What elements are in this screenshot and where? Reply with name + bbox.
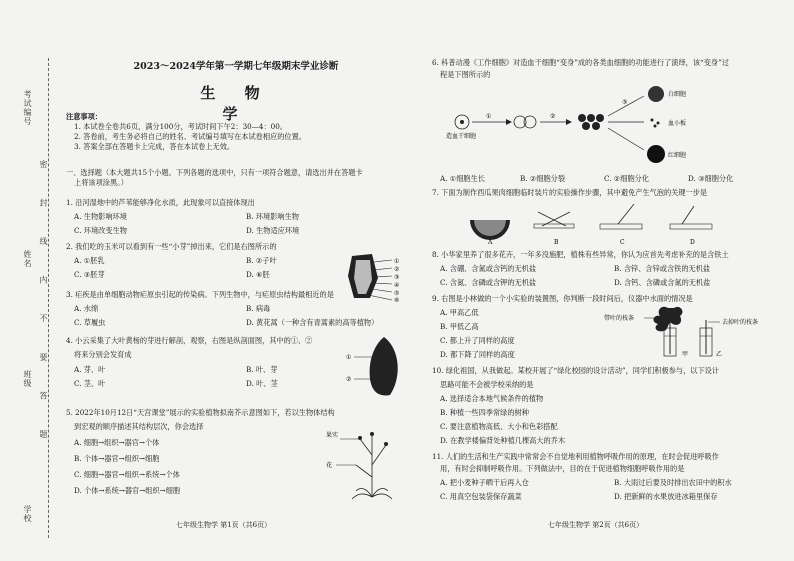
q1-option-c: C. 环境改变生物 [74,226,127,235]
fig-label: C [620,239,625,246]
footer-left: 七年级生物学 第1页（共6页） [176,521,272,529]
q9-option-a: A. 甲高乙低 [440,308,479,317]
q11-option-b: B. 大雨过后要及时排出农田中的积水 [614,478,732,487]
corn-seed-figure [344,250,410,302]
fig-label: 乙 [716,351,723,358]
class-label: 班级 [23,370,32,388]
q9-option-b: B. 甲低乙高 [440,322,479,331]
question-6-cont: 程是下图所示的 [440,70,491,79]
fig-label: 白细胞 [668,91,687,98]
q10-option-d: D. 在教学楼偏背处种植几棵高大的乔木 [440,436,566,445]
fig-label: ② [394,266,400,273]
q8-option-b: B. 含锌、含锌或含铁的无机盐 [614,264,711,273]
fig-label: ⑤ [394,290,400,297]
seal-notice: 密 封 线 内 不 要 答 题 [39,160,48,452]
bud-section-figure [346,335,410,399]
q2-option-c: C. ③胚芽 [74,270,105,279]
fig-label: ① [346,354,352,361]
question-5-cont: 到宏观的顺序描述其结构层次，你会选择 [74,422,204,431]
fig-label: 带叶的枝条 [604,315,635,322]
q4-option-b: B. 叶、芽 [246,365,278,374]
arabidopsis-figure [326,425,406,500]
page-right [428,0,784,561]
fig-label: 果实 [326,432,339,439]
question-4: 4. 小云采集了大叶黄杨的芽进行解剖，观察，右图是纵剖面图，其中的①、② [66,336,313,345]
q9-option-d: D. 都下降了同样的高度 [440,350,515,359]
fig-label: ① [486,113,492,120]
exam-title: 2023～2024学年第一学期七年级期末学业诊断 [133,61,339,72]
question-10-cont: 思路可能不会被学校采纳的是 [440,380,534,389]
fig-label: ② [550,113,556,120]
exam-no-label: 考试编号 [23,90,32,126]
q6-option-d: D. ③细胞分化 [688,174,734,183]
question-1: 1. 沿河湿地中的芦苇能够净化水质，此现象可以直接体现出 [66,198,255,207]
fig-label: ⑥ [394,297,400,302]
question-11: 11. 人们的生活和生产实践中常常会不自觉地利用植物呼吸作用的原理，在时会促进呼吸作 [432,452,719,461]
fig-label: ③ [622,99,628,106]
fig-label: ① [394,258,400,265]
fig-label: D [690,239,695,246]
branch-experiment-figure [604,302,782,358]
q6-option-a: A. ①细胞生长 [440,174,485,183]
section-heading-cont: 上将该项涂黑。） [74,178,128,187]
q3-option-b: B. 病毒 [246,304,271,313]
question-10: 10. 绿化祖国，从我做起。某校开展了“绿化校园的设计活动”，同学们积极参与，以下设计 [432,366,720,375]
sealed-margin [0,0,52,561]
fig-label: ③ [394,274,400,281]
q3-option-c: C. 草履虫 [74,318,106,327]
section-heading: 一、选择题（本大题共15个小题。下列各题的选项中，只有一项符合题意，请选出并在答题卡 [66,168,363,177]
fig-label: 造血干细胞 [446,133,477,140]
fig-label: 花 [326,462,333,469]
q11-option-c: C. 用真空包装袋保存蔬菜 [440,492,522,501]
footer-right: 七年级生物学 第2页（共6页） [548,521,644,529]
fig-label: 甲 [682,351,689,358]
question-5: 5. 2022年10月12日“天宫课堂”展示的实验植物拟南芥示意图如下，若以生物体结构 [66,408,335,417]
fig-label: ④ [394,282,400,289]
q10-option-b: B. 种植一些四季常绿的树种 [440,408,529,417]
name-label: 姓名 [23,250,32,268]
fig-label: 去掉叶的枝条 [722,319,759,326]
question-11-cont: 用，有时会抑制呼吸作用。下列做法中，目的在于促进植物细胞呼吸作用的是 [440,464,685,473]
q3-option-d: D. 黄花蒿（一种含有青蒿素的高等植物） [246,318,379,327]
slide-steps-figure [468,198,728,248]
q11-option-d: D. 把新鲜的水果放进冰箱里保存 [614,492,718,501]
q2-option-a: A. ①胚乳 [74,256,105,265]
fig-label: A [488,239,493,246]
note-item: 1. 本试卷全卷共6页，满分100分，考试时间下午2：30—4：00。 [74,122,287,131]
fig-label: B [554,239,559,246]
q10-option-a: A. 选择适合本地气候条件的植物 [440,394,544,403]
q6-option-b: B. ②细胞分裂 [520,174,566,183]
note-item: 2. 答卷前，考生务必将自己的姓名、考试编号填写在本试卷相应的位置。 [74,132,306,141]
q5-option-b: B. 个体→器官→组织→细胞 [74,454,160,463]
q5-option-a: A. 细胞→组织→器官→个体 [74,438,160,447]
question-6: 6. 科普动漫《工作细胞》对造血干细胞“变身”成的各类血细胞的功能进行了演绎，该“变身”过 [432,58,729,67]
notes-heading: 注意事项： [66,112,102,121]
q1-option-a: A. 生物影响环境 [74,212,127,221]
q4-option-a: A. 芽、叶 [74,365,106,374]
question-2: 2. 我们吃的玉米可以看到有一些“小芽”掉出来，它们是右图所示的 [66,242,277,251]
question-9: 9. 右图是小林做的一个小实验的装置图，你判断一段时间后，仪器中水面的情况是 [432,294,693,303]
question-3: 3. 疟疾是由单细胞动物疟原虫引起的传染病。下列生物中，与疟原虫结构最相近的是 [66,290,334,299]
q1-option-b: B. 环境影响生物 [246,212,299,221]
q2-option-b: B. ②子叶 [246,256,277,265]
seal-line [48,58,49,538]
question-7: 7. 下面为制作西瓜果肉细胞临时装片的实验操作步骤，其中避免产生气泡的关键一步是 [432,188,708,197]
fig-label: 血小板 [668,120,687,127]
q9-option-c: C. 都上升了同样的高度 [440,336,515,345]
school-label: 学校 [23,505,32,523]
q8-option-d: D. 含钙、含磷或含氮的无机盐 [614,278,711,287]
question-8: 8. 小华家里养了很多花卉，一年多没施肥，植株有些异常，你认为应首先考虑补充的是含铁土 [432,250,729,259]
q1-option-d: D. 生物适应环境 [246,226,300,235]
subject-title: 生 物 学 [200,84,272,123]
q5-option-c: C. 细胞→器官→组织→系统→个体 [74,470,180,479]
q11-option-a: A. 把小麦种子晒干后再入仓 [440,478,529,487]
q5-option-d: D. 个体→系统→器官→组织→细胞 [74,486,181,495]
stem-cell-figure [446,82,716,168]
page-left [56,0,416,561]
fig-label: 红细胞 [668,152,687,159]
q2-option-d: D. ⑥胚 [246,270,270,279]
fig-label: ② [346,376,352,383]
q6-option-c: C. ②细胞分化 [604,174,650,183]
question-4-cont: 将来分别会发育成 [74,350,132,359]
q4-option-d: D. 叶、茎 [246,379,278,388]
q8-option-c: C. 含氮、含磷或含钾的无机盐 [440,278,537,287]
q3-option-a: A. 水绵 [74,304,99,313]
q8-option-a: A. 含硼、含氮或含钙的无机盐 [440,264,537,273]
q10-option-c: C. 要注意植物高低、大小和色彩搭配 [440,422,558,431]
note-item: 3. 答案全部在答题卡上完成，答在本试卷上无效。 [74,142,235,151]
q4-option-c: C. 茎、叶 [74,379,106,388]
